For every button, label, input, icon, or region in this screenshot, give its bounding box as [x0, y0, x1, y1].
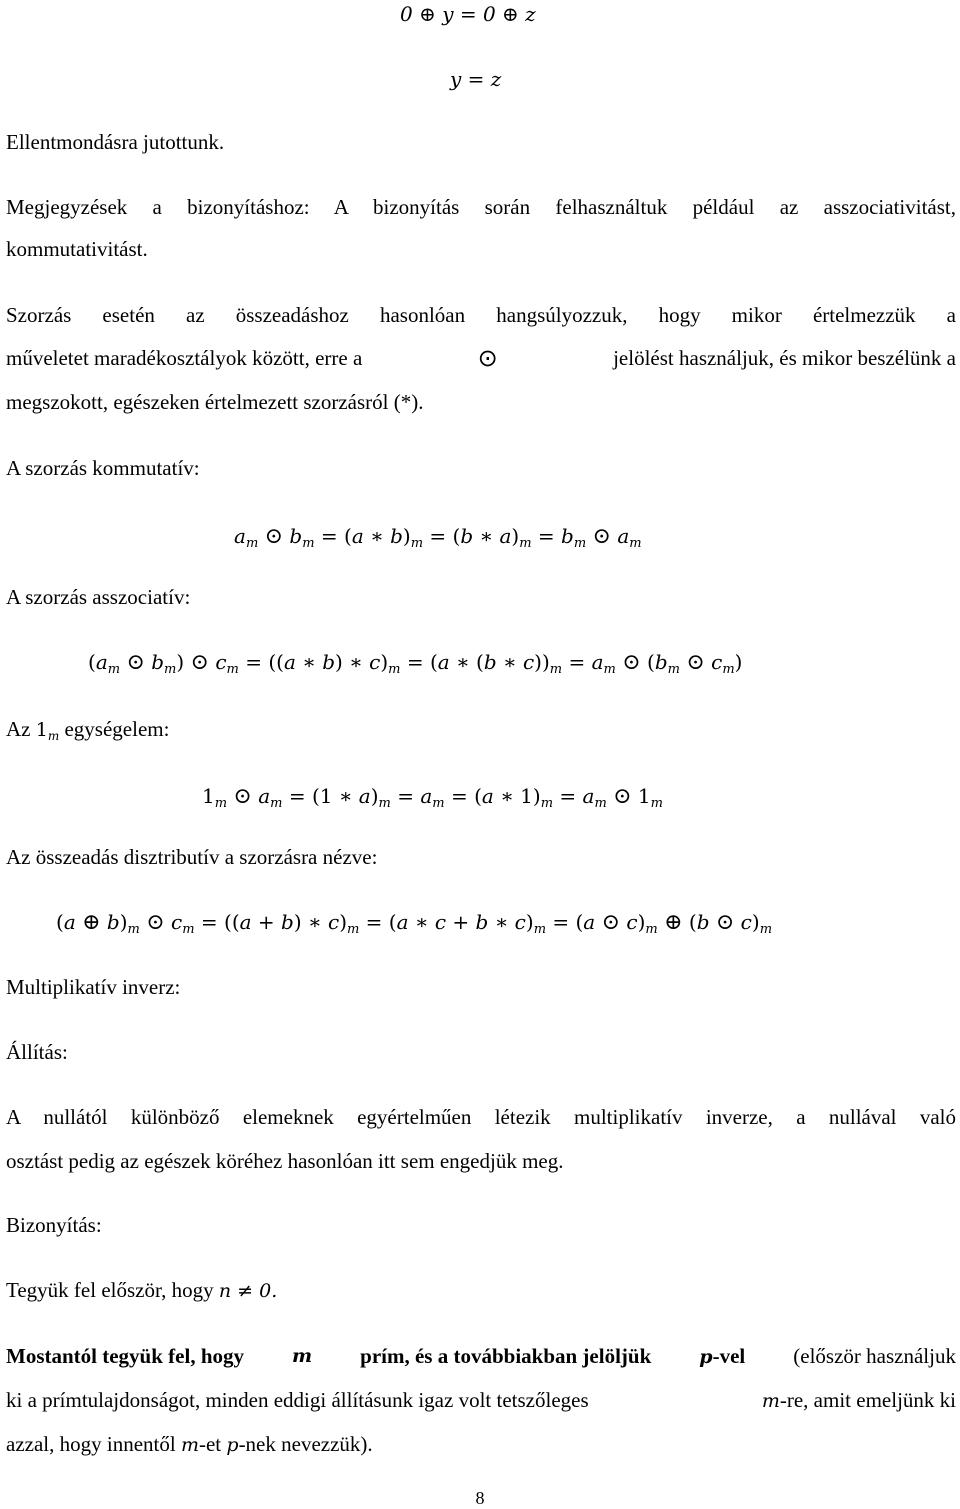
prime-line-3a: azzal, hogy innentől — [6, 1432, 176, 1456]
mult-line-3: megszokott, egészeken értelmezett szorzásról (*). — [6, 390, 424, 414]
eq-comm-render: $a_m$ ⊙ $b_m = (a$ ∗ $b)_m = (b$ ∗ $a)_m = b_m$ ⊙ $a_m$ — [234, 524, 642, 551]
comm-heading: A szorzás kommutatív: — [6, 456, 200, 480]
unit-heading — [6, 718, 956, 741]
eq-top1-text: 0 ⊕ y = 0 ⊕ z — [400, 2, 536, 26]
assoc-heading: A szorzás asszociatív: — [6, 585, 191, 609]
equation-top-1 — [400, 2, 536, 26]
assume-line — [6, 1279, 956, 1302]
eq-top2-text: y = z — [450, 67, 502, 91]
assume-math: n ≠ 0. — [218, 1280, 278, 1302]
eq-distr-render: (a ⊕ $b)_m$ ⊙ $c_m = ((a + b)$ ∗ $c)_m = (a$ ∗ c + b ∗ $c)_m = (a$ ⊙ $c)_m$ ⊕ (b ⊙ $c)_m$ — [56, 910, 773, 937]
page-number: 8 — [475, 1488, 485, 1508]
inverse-heading: Multiplikatív inverz: — [6, 975, 181, 999]
remark-line-1: Megjegyzések a bizonyításhoz: A bizonyítás során felhasználtuk például az asszociativitást, — [6, 195, 956, 219]
prime-line-2 — [6, 1389, 956, 1412]
unit-heading-a: Az — [6, 717, 31, 741]
prime-line-3b: -et — [198, 1432, 222, 1456]
equation-distributive — [56, 910, 772, 935]
prime-line-3c: -nek nevezzük). — [238, 1432, 373, 1456]
unit-sub: m — [47, 729, 60, 743]
contradiction-text: Ellentmondásra jutottunk. — [6, 130, 225, 154]
odot-symbol: ⊙ — [477, 344, 498, 372]
bold-p: p — [699, 1346, 713, 1368]
mult-line-2 — [6, 344, 956, 372]
eq-unit-render: $1_m$ ⊙ $a_m = (1$ ∗ $a)_m = a_m = (a$ ∗ $1)_m = a_m$ ⊙ $1_m$ — [202, 784, 663, 811]
bold-m: m — [292, 1345, 313, 1367]
unit-one: 1 — [35, 719, 48, 741]
equation-unit — [202, 784, 663, 809]
assume-text: Tegyük fel először, hogy — [6, 1278, 214, 1302]
prime-line-3 — [6, 1433, 956, 1456]
remark-line-2: kommutativitást. — [6, 237, 148, 261]
eq-assoc-render: ($a_m$ ⊙ $b_m$) ⊙ $c_m = ((a$ ∗ b) ∗ $c)_m = (a$ ∗ (b ∗ $c))_m = a_m$ ⊙ ($b_m$ ⊙ $c_m$) — [88, 650, 743, 677]
bold-p-group — [699, 1345, 745, 1368]
prime-line-2a: ki a prímtulajdonságot, minden eddigi állításunk igaz volt tetszőleges — [6, 1388, 589, 1412]
bold-part-1: Mostantól tegyük fel, hogy — [6, 1344, 244, 1368]
prime-line-2-m: m — [761, 1390, 780, 1412]
unit-heading-b: egységelem: — [64, 717, 170, 741]
prime-line-3-m: m — [180, 1434, 199, 1456]
claim-line-2: osztást pedig az egészek köréhez hasonlóan itt sem engedjük meg. — [6, 1149, 564, 1173]
bold-part-2: prím, és a továbbiakban jelöljük — [360, 1344, 652, 1368]
equation-commutative — [234, 524, 642, 549]
mult-line-2a: műveletet maradékosztályok között, erre a — [6, 346, 363, 370]
prime-line-3-p: p — [226, 1434, 239, 1456]
equation-top-2 — [450, 67, 501, 91]
bold-part-3: -vel — [712, 1344, 746, 1368]
claim-heading: Állítás: — [6, 1040, 68, 1064]
mult-line-2b: jelölést használjuk, és mikor beszélünk a — [613, 346, 956, 370]
prime-line-1 — [6, 1345, 956, 1368]
prime-line-2-group — [762, 1389, 956, 1412]
unit-symbol — [36, 719, 59, 741]
prime-line-2b: -re, amit emeljünk ki — [779, 1388, 956, 1412]
mult-line-1: Szorzás esetén az összeadáshoz hasonlóan hangsúlyozzuk, hogy mikor értelmezzük a — [6, 303, 956, 327]
proof-heading: Bizonyítás: — [6, 1213, 102, 1237]
claim-line-1: A nullától különböző elemeknek egyértelműen létezik multiplikatív inverze, a nullával való — [6, 1105, 956, 1129]
distr-heading: Az összeadás disztributív a szorzásra nézve: — [6, 845, 378, 869]
prime-rest-1: (először használjuk — [793, 1344, 956, 1368]
equation-associative — [88, 650, 742, 675]
